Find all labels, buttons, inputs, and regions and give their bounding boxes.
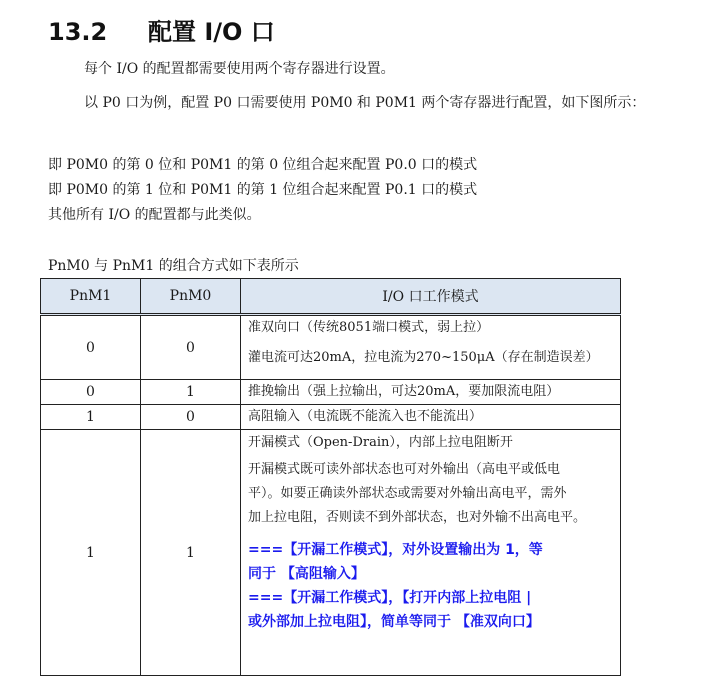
note-line: ===【开漏工作模式】，对外设置输出为 1，等 — [248, 542, 543, 558]
mode-line: 灌电流可达20mA，拉电流为270~150μA（存在制造误差） — [248, 350, 599, 365]
cell-mode — [241, 380, 621, 405]
cell-mode — [241, 315, 621, 380]
mode-line: 开漏模式（Open-Drain），内部上拉电阻断开 — [248, 435, 513, 450]
cell-pnm1: 0 — [41, 380, 141, 405]
cell-pnm1: 1 — [41, 430, 141, 676]
table-caption: PnM0 与 PnM1 的组合方式如下表所示 — [48, 258, 299, 274]
bit1-paragraph: 即 P0M0 的第 1 位和 P0M1 的第 1 位组合起来配置 P0.1 口的模式 — [48, 182, 478, 198]
others-paragraph: 其他所有 I/O 的配置都与此类似。 — [48, 207, 261, 223]
cell-pnm1: 1 — [41, 405, 141, 430]
section-heading — [48, 12, 275, 47]
header-pnm0: PnM0 — [141, 279, 241, 315]
mode-line: 准双向口（传统8051端口模式，弱上拉） — [248, 320, 490, 335]
mode-line: 开漏模式既可读外部状态也可对外输出（高电平或低电 — [248, 462, 561, 477]
mode-line: 推挽输出（强上拉输出，可达20mA，要加限流电阻） — [248, 384, 560, 399]
table-row — [41, 315, 621, 380]
mode-line: 加上拉电阻，否则读不到外部状态，也对外输不出高电平。 — [248, 510, 587, 525]
table-row — [41, 405, 621, 430]
cell-pnm1: 0 — [41, 315, 141, 380]
cell-pnm0: 1 — [141, 380, 241, 405]
note-line: ===【开漏工作模式】，【打开内部上拉电阻 | — [248, 590, 532, 606]
header-mode: I/O 口工作模式 — [241, 279, 621, 315]
bit0-paragraph: 即 P0M0 的第 0 位和 P0M1 的第 0 位组合起来配置 P0.0 口的模式 — [48, 157, 478, 173]
mode-line: 平）。如要正确读外部状态或需要对外输出高电平，需外 — [248, 486, 567, 501]
table-row — [41, 380, 621, 405]
cell-mode — [241, 430, 621, 676]
cell-pnm0: 0 — [141, 315, 241, 380]
cell-pnm0: 0 — [141, 405, 241, 430]
table-row — [41, 430, 621, 676]
table-header-row — [41, 279, 621, 315]
header-pnm1: PnM1 — [41, 279, 141, 315]
section-number: 13.2 — [48, 18, 108, 46]
cell-pnm0: 1 — [141, 430, 241, 676]
intro-paragraph-2: 以 P0 口为例，配置 P0 口需要使用 P0M0 和 P0M1 两个寄存器进行配置，如下图所示： — [84, 95, 646, 111]
section-title: 配置 I/O 口 — [148, 18, 275, 46]
note-line: 或外部加上拉电阻】，简单等同于 【准双向口】 — [248, 614, 540, 630]
intro-paragraph-1: 每个 I/O 的配置都需要使用两个寄存器进行设置。 — [84, 61, 395, 77]
cell-mode — [241, 405, 621, 430]
io-mode-table — [40, 278, 621, 676]
mode-line: 高阻输入（电流既不能流入也不能流出） — [248, 409, 483, 424]
note-line: 同于 【高阻输入】 — [248, 566, 365, 582]
